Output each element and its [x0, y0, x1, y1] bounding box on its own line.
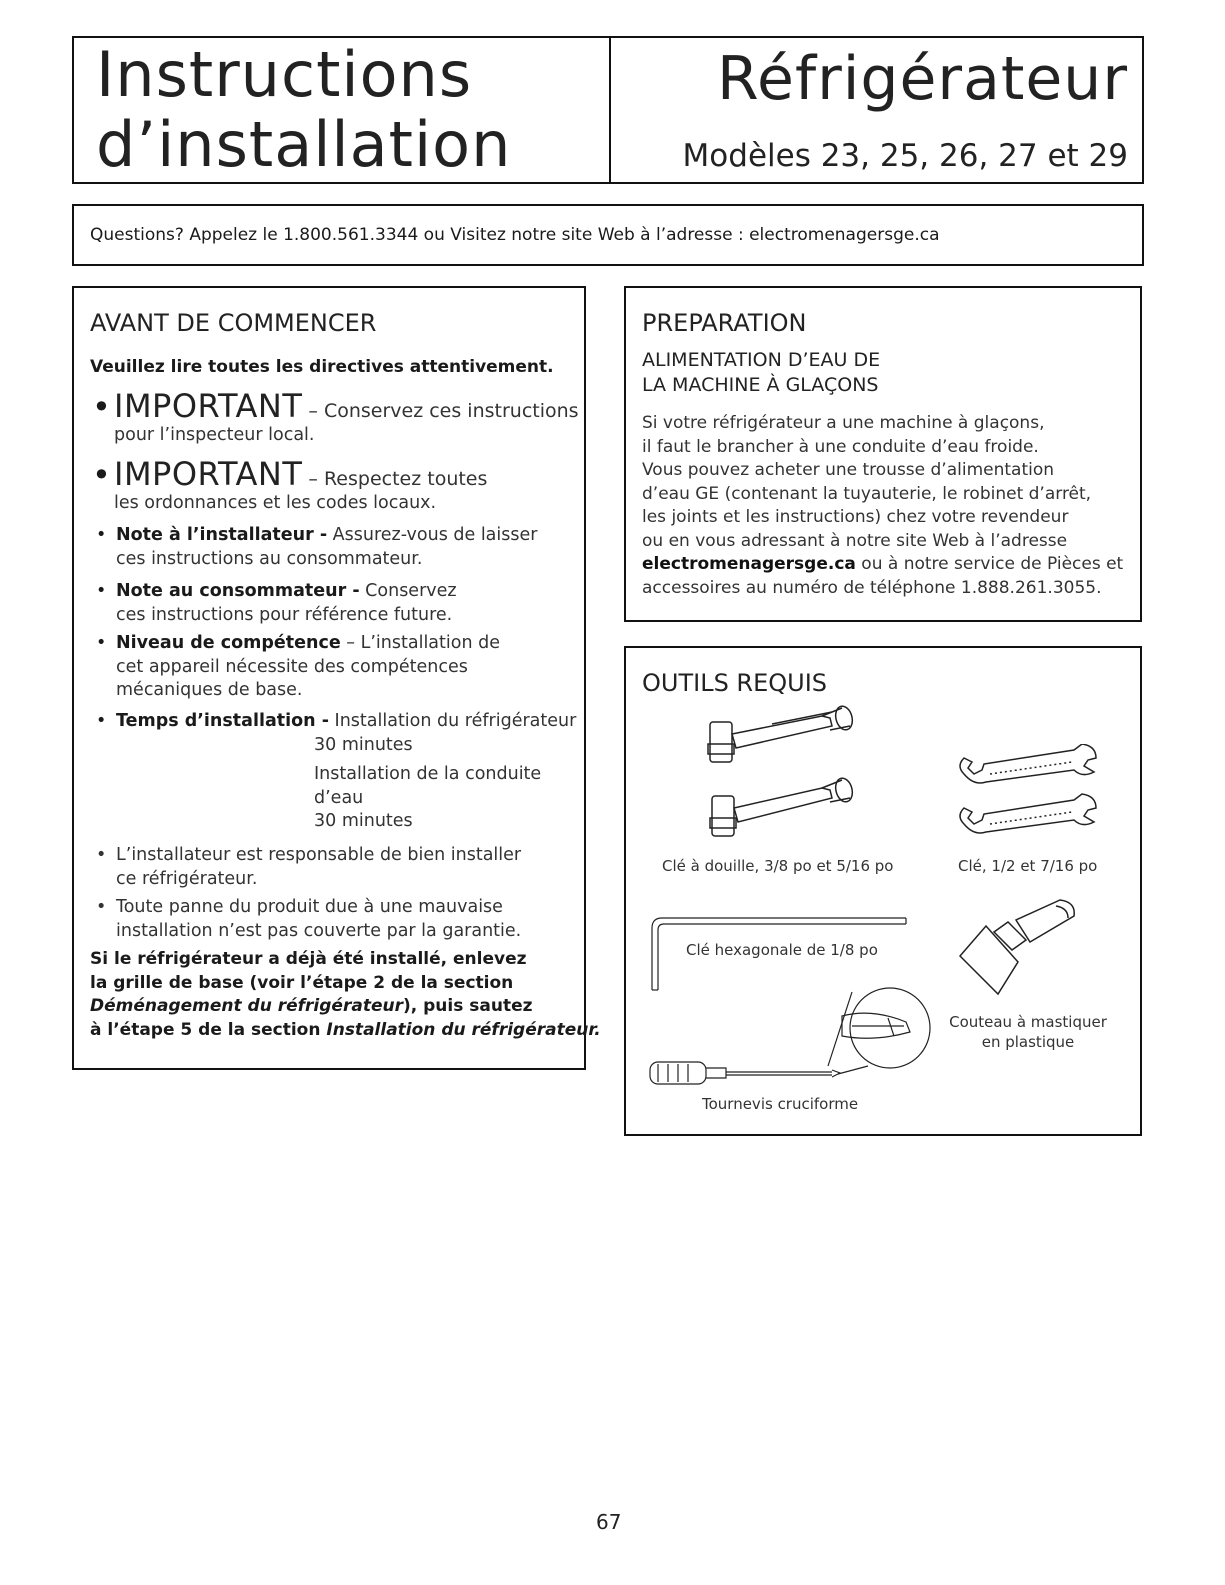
panne-line2: installation n’est pas couverte par la garantie.	[116, 920, 522, 941]
website-link: electromenagersge.ca	[642, 554, 856, 574]
preparation-body	[642, 412, 1142, 600]
note-label: Temps d’installation -	[116, 711, 329, 731]
responsabilite-item	[116, 844, 576, 891]
preparation-title: PREPARATION	[642, 309, 807, 337]
important-label: IMPORTANT	[114, 387, 303, 425]
subtitle-line1: ALIMENTATION D’EAU DE	[642, 349, 881, 371]
final-line3: ), puis sautez	[402, 996, 533, 1016]
note-label: Note au consommateur -	[116, 581, 360, 601]
final-line2: la grille de base (voir l’étape 2 de la section	[90, 972, 514, 993]
important-item-1: • IMPORTANT – Conservez ces instructions pour l’inspecteur local.	[114, 388, 584, 448]
prep-line2: il faut le brancher à une conduite d’eau froide.	[642, 436, 1039, 457]
important-item-2: • IMPORTANT – Respectez toutes les ordonnances et les codes locaux.	[114, 456, 584, 516]
prep-line7: ou à notre service de Pièces et	[855, 554, 1124, 574]
temps-duration-2: 30 minutes	[314, 811, 413, 831]
models-line: Modèles 23, 25, 26, 27 et 29	[682, 138, 1128, 174]
important-label: IMPORTANT	[114, 455, 303, 493]
outils-section	[624, 646, 1142, 1136]
note-installateur	[116, 524, 576, 571]
panne-line1: • Toute panne du produit due à une mauvaise	[116, 897, 503, 917]
avant-intro: Veuillez lire toutes les directives attentivement.	[90, 357, 554, 377]
panne-item	[116, 896, 576, 943]
prep-line4: d’eau GE (contenant la tuyauterie, le robinet d’arrêt,	[642, 483, 1092, 504]
questions-bar	[72, 204, 1144, 266]
note-text: Installation du réfrigérateur	[328, 711, 577, 731]
questions-text: Questions? Appelez le 1.800.561.3344 ou Visitez notre site Web à l’adresse : electromenagersge.ca	[90, 225, 940, 245]
final-section-ref-2: Installation du réfrigérateur.	[326, 1019, 601, 1040]
prep-line6: ou en vous adressant à notre site Web à l’adresse	[642, 530, 1068, 551]
note-label: Note à l’installateur -	[116, 525, 328, 545]
page-number: 67	[596, 1510, 622, 1534]
final-line4: à l’étape 5 de la section	[90, 1019, 327, 1040]
note-text-line2: ces instructions pour référence future.	[116, 604, 453, 625]
avant-section	[72, 286, 601, 1070]
important-text-line2: les ordonnances et les codes locaux.	[114, 493, 437, 513]
prep-line1: Si votre réfrigérateur a une machine à glaçons,	[642, 413, 1045, 433]
note-label: Niveau de compétence	[116, 633, 341, 653]
note-text: Assurez-vous de laisser	[327, 525, 538, 545]
doc-title	[96, 40, 511, 180]
resp-line1: • L’installateur est responsable de bien installer	[116, 845, 522, 865]
avant-title: AVANT DE COMMENCER	[90, 309, 377, 337]
title-header	[72, 36, 1144, 184]
temps-installation	[116, 710, 586, 834]
note-consommateur	[116, 580, 576, 627]
socket-wrench-label: Clé à douille, 3/8 po et 5/16 po	[662, 857, 894, 875]
temps-duration-1: 30 minutes	[314, 734, 413, 755]
deja-installe-note	[90, 948, 601, 1042]
putty-knife-label	[938, 1012, 1118, 1052]
doc-title-line1: Instructions	[96, 38, 473, 111]
putty-label-line2: en plastique	[981, 1033, 1075, 1051]
preparation-section	[624, 286, 1142, 622]
product-name: Réfrigérateur	[717, 44, 1128, 114]
note-text-line2: cet appareil nécessite des compétences	[116, 656, 468, 677]
resp-line2: ce réfrigérateur.	[116, 868, 258, 889]
doc-title-line2: d’installation	[96, 108, 512, 181]
note-text-line3: mécaniques de base.	[116, 680, 303, 700]
important-text: – Conservez ces instructions	[302, 400, 579, 422]
note-text: – L’installation de	[340, 633, 500, 653]
hex-key-label: Clé hexagonale de 1/8 po	[686, 941, 878, 959]
temps-water-line: Installation de la conduite	[314, 764, 542, 784]
putty-knife-icon	[956, 898, 1086, 998]
screwdriver-label: Tournevis cruciforme	[702, 1095, 859, 1113]
note-text: Conservez	[359, 581, 457, 601]
important-text: – Respectez toutes	[302, 468, 488, 490]
final-section-ref: Déménagement du réfrigérateur	[90, 996, 403, 1016]
phillips-screwdriver-icon	[642, 984, 932, 1094]
open-end-wrench-icon	[954, 744, 1104, 844]
socket-wrench-icon	[702, 704, 872, 854]
important-text-line2: pour l’inspecteur local.	[114, 425, 315, 445]
note-text-line2: ces instructions au consommateur.	[116, 548, 423, 569]
open-end-wrench-label: Clé, 1/2 et 7/16 po	[958, 857, 1098, 875]
final-line1: Si le réfrigérateur a déjà été installé, enlevez	[90, 949, 527, 969]
preparation-subtitle	[642, 348, 880, 398]
niveau-competence	[116, 632, 576, 703]
header-divider	[609, 38, 611, 184]
prep-line5: les joints et les instructions) chez votre revendeur	[642, 507, 1069, 527]
prep-line3: Vous pouvez acheter une trousse d’alimentation	[642, 460, 1055, 480]
subtitle-line2: LA MACHINE À GLAÇONS	[642, 374, 879, 396]
putty-label-line1: Couteau à mastiquer	[949, 1013, 1107, 1031]
prep-line8: accessoires au numéro de téléphone 1.888.261.3055.	[642, 577, 1102, 598]
temps-water-line2: d’eau	[314, 787, 364, 808]
outils-title: OUTILS REQUIS	[642, 669, 828, 697]
